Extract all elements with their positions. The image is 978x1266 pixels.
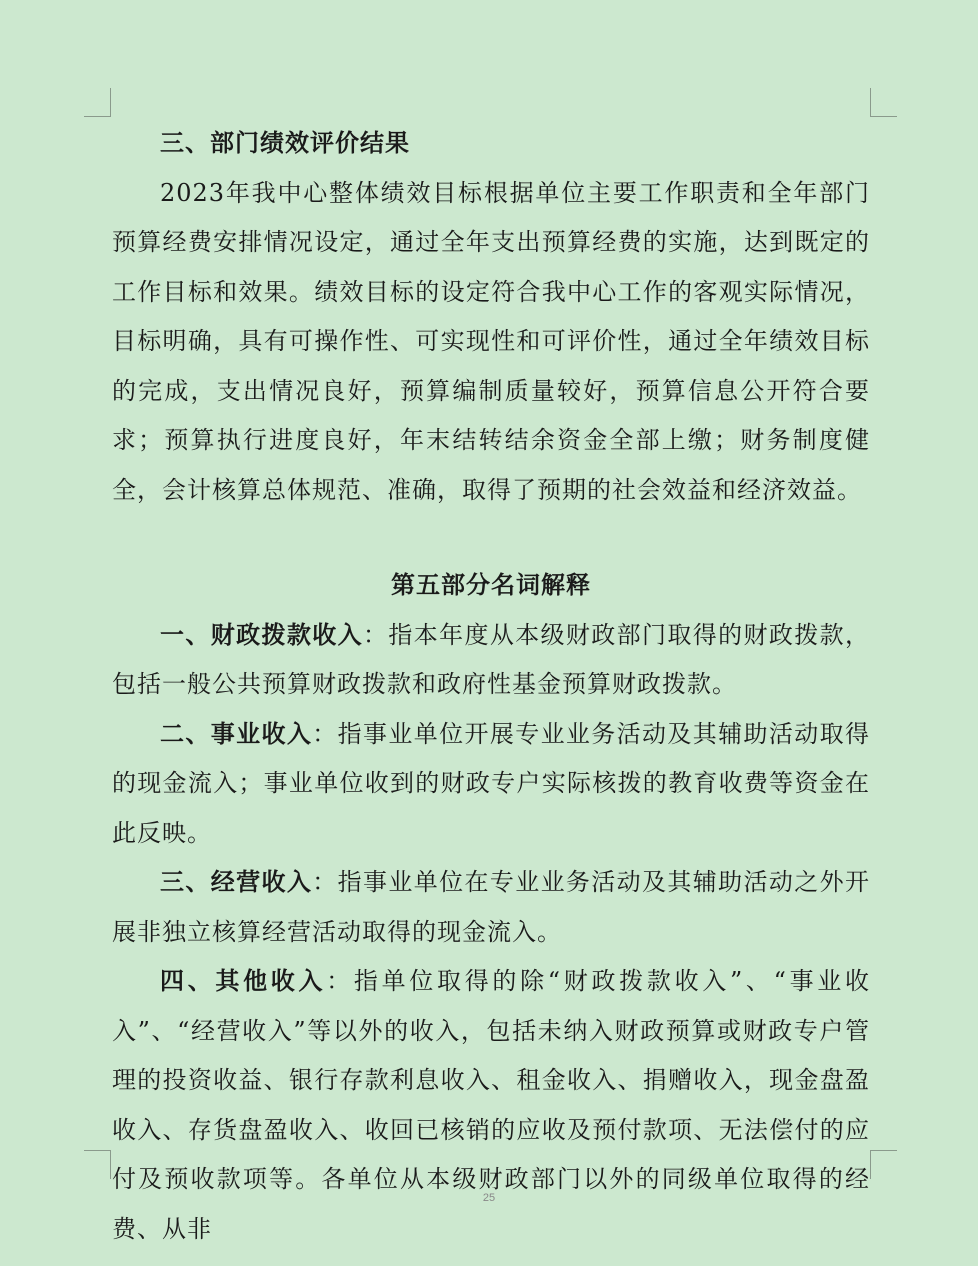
definition-term: 四、其他收入	[160, 967, 327, 995]
chapter-title: 第五部分名词解释	[391, 571, 591, 599]
section-heading: 三、部门绩效评价结果	[160, 129, 410, 157]
page-number: 25	[482, 1192, 496, 1204]
definition-term: 一、财政拨款收入	[160, 620, 363, 649]
definition-text: ：指单位取得的除“财政拨款收入”、“事业收入”、“经营收入”等以外的收入，包括未纳入财政预算或财政专户管理的投资收益、银行存款利息收入、租金收入、捐赠收入，现金盘盈收入、存货盘盈收入、收回已核销的应收及预付款项、无法偿付的应付及预收款项等。各单位从本级财政部门以外的同级单位取得的经费、从非	[112, 967, 871, 1243]
crop-mark-bottom-right	[870, 1150, 897, 1179]
definition-item-3	[112, 858, 870, 957]
crop-mark-bottom-left	[84, 1150, 111, 1179]
document-body	[112, 119, 870, 1254]
crop-mark-top-right	[870, 88, 897, 117]
definition-text: ：指事业单位在专业业务活动及其辅助活动之外开展非独立核算经营活动取得的现金流入。	[112, 868, 871, 946]
definition-text: ：指事业单位开展专业业务活动及其辅助活动取得的现金流入；事业单位收到的财政专户实际核拨的教育收费等资金在此反映。	[112, 719, 871, 847]
definition-term: 三、经营收入	[160, 868, 313, 896]
definition-term: 二、事业收入	[160, 719, 313, 748]
definition-item-4	[112, 957, 870, 1254]
definition-text: ：指本年度从本级财政部门取得的财政拨款，包括一般公共预算财政拨款和政府性基金预算财政拨款。	[112, 620, 871, 698]
definition-item-1	[112, 611, 870, 710]
section-paragraph: 2023年我中心整体绩效目标根据单位主要工作职责和全年部门预算经费安排情况设定，通过全年支出预算经费的实施，达到既定的工作目标和效果。绩效目标的设定符合我中心工作的客观实际情况，目标明确，具有可操作性、可实现性和可评价性，通过全年绩效目标的完成，支出情况良好，预算编制质量较好，预算信息公开符合要求；预算执行进度良好，年末结转结余资金全部上缴；财务制度健全，会计核算总体规范、准确，取得了预期的社会效益和经济效益。	[112, 178, 870, 504]
crop-mark-top-left	[84, 88, 111, 117]
definition-item-2	[112, 710, 870, 859]
